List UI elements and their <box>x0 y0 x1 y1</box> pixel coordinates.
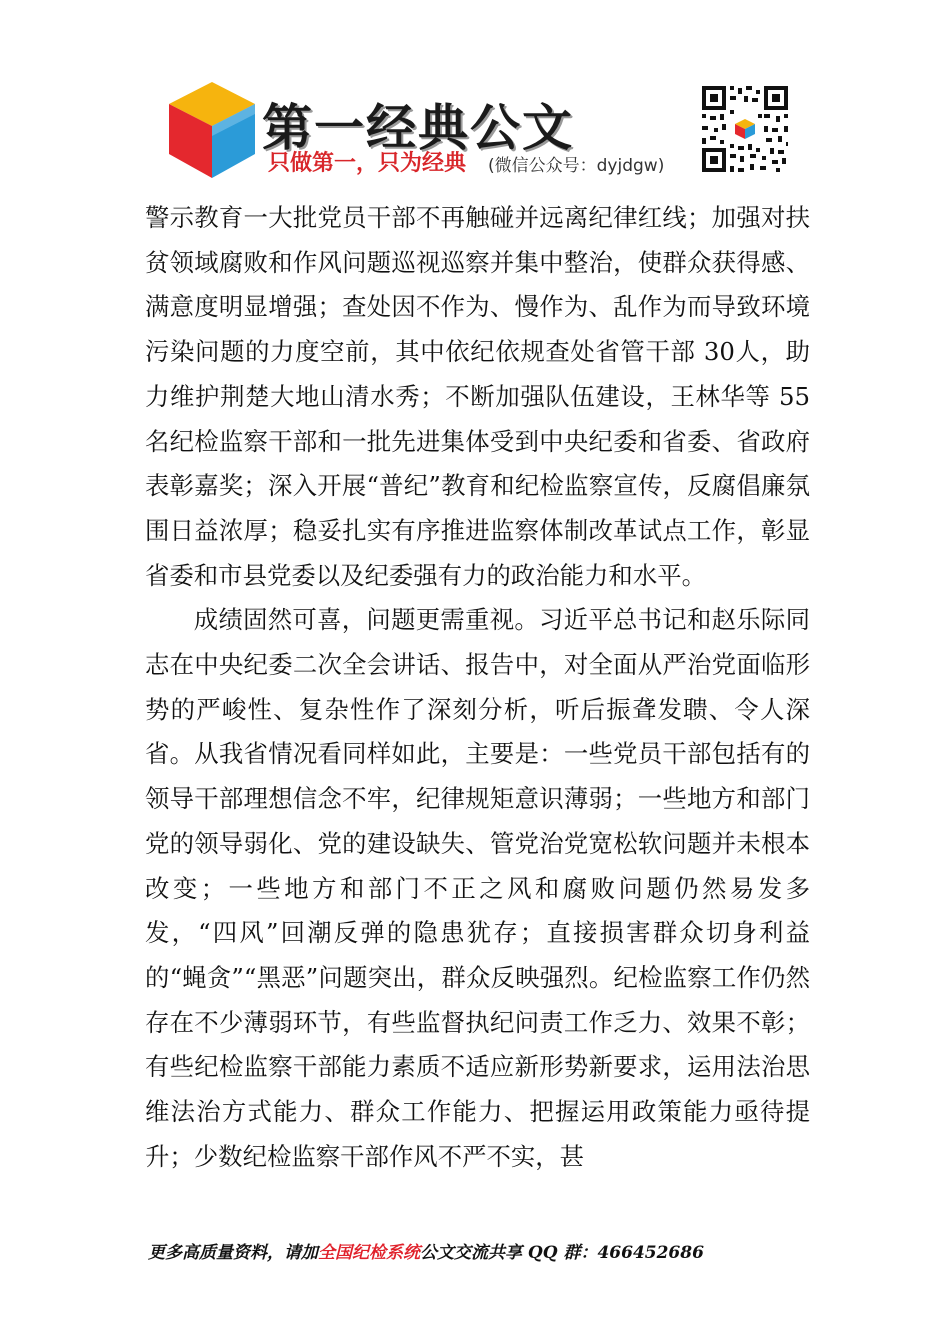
brand-slogan: 只做第一，只为经典 <box>268 151 467 176</box>
brand-title: 第一经典公文 <box>262 99 574 157</box>
footer-prefix: 更多高质量资料，请加 <box>148 1243 318 1263</box>
qr-code-icon <box>700 84 790 174</box>
document-body <box>145 196 810 1179</box>
footer-highlight: 全国纪检系统 <box>318 1243 420 1263</box>
brand-wechat-id: (微信公众号：dyjdgw) <box>488 156 665 176</box>
page-header <box>0 0 950 190</box>
page-footer <box>148 1238 808 1263</box>
footer-suffix: 公文交流共享 QQ 群：466452686 <box>420 1243 704 1263</box>
paragraph-1: 警示教育一大批党员干部不再触碰并远离纪律红线；加强对扶贫领域腐败和作风问题巡视巡察并集中整治，使群众获得感、满意度明显增强；查处因不作为、慢作为、乱作为而导致环境污染问题的力度空前，其中依纪依规查处省管干部 30人，助力维护荆楚大地山清水秀；不断加强队伍建设，王林华等 55 名纪检监察干部和一批先进集体受到中央纪委和省委、省政府表彰嘉奖；深入开展“普纪”教育和纪检监察宣传，反腐倡廉氛围日益浓厚；稳妥扎实有序推进监察体制改革试点工作，彰显省委和市县党委以及纪委强有力的政治能力和水平。 <box>145 203 810 590</box>
paragraph-2: 成绩固然可喜，问题更需重视。习近平总书记和赵乐际同志在中央纪委二次全会讲话、报告中，对全面从严治党面临形势的严峻性、复杂性作了深刻分析，听后振聋发聩、令人深省。从我省情况看同样如此，主要是：一些党员干部包括有的领导干部理想信念不牢，纪律规矩意识薄弱；一些地方和部门党的领导弱化、党的建设缺失、管党治党宽松软问题并未根本改变；一些地方和部门不正之风和腐败问题仍然易发多发，“四风”回潮反弹的隐患犹存；直接损害群众切身利益的“蝇贪”“黑恶”问题突出，群众反映强烈。纪检监察工作仍然存在不少薄弱环节，有些监督执纪问责工作乏力、效果不彰；有些纪检监察干部能力素质不适应新形势新要求，运用法治思维法治方式能力、群众工作能力、把握运用政策能力亟待提升；少数纪检监察干部作风不严不实，甚 <box>145 605 810 1171</box>
cube-logo-icon <box>165 80 260 180</box>
